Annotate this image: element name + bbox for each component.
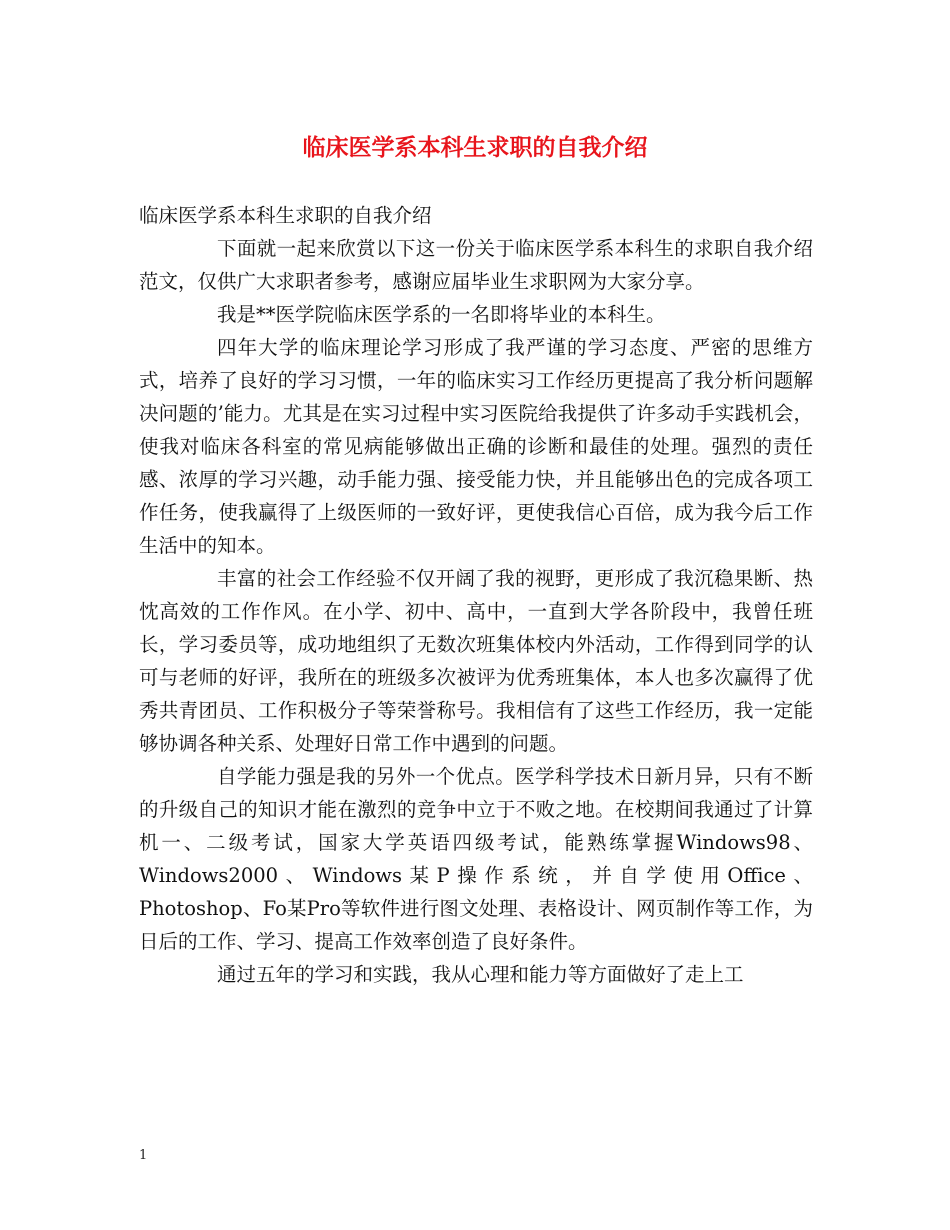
page-number: 1 [139,1148,148,1163]
document-subtitle: 临床医学系本科生求职的自我介绍 [139,204,432,227]
paragraph-self-learning: 自学能力强是我的另外一个优点。医学科学技术日新月异，只有不断的升级自己的知识才能在激烈的竞争中立于不败之地。在校期间我通过了计算机一、二级考试，国家大学英语四级考试，能熟练掌握Windows98、Windows2000、Windows某P操作系统，并自学使用Office、Photoshop、Fo某Pro等软件进行图文处理、表格设计、网页制作等工作，为日后的工作、学习、提高工作效率创造了良好条件。 [139,765,813,953]
paragraph-intro: 下面就一起来欣赏以下这一份关于临床医学系本科生的求职自我介绍范文，仅供广大求职者参考，感谢应届毕业生求职网为大家分享。 [139,237,813,293]
paragraph-identity: 我是**医学院临床医学系的一名即将毕业的本科生。 [217,303,666,326]
paragraph-practice: 通过五年的学习和实践，我从心理和能力等方面做好了走上工 [217,963,744,986]
document-title: 临床医学系本科生求职的自我介绍 [302,134,648,161]
paragraph-study: 四年大学的临床理论学习形成了我严谨的学习态度、严密的思维方式，培养了良好的学习习惯，一年的临床实习工作经历更提高了我分析问题解决问题的’能力。尤其是在实习过程中实习医院给我提供了许多动手实践机会，使我对临床各科室的常见病能够做出正确的诊断和最佳的处理。强烈的责任感、浓厚的学习兴趣，动手能力强、接受能力快，并且能够出色的完成各项工作任务，使我赢得了上级医师的一致好评，更使我信心百倍，成为我今后工作生活中的知本。 [139,336,813,557]
document-body [139,199,813,991]
paragraph-social-work: 丰富的社会工作经验不仅开阔了我的视野，更形成了我沉稳果断、热忱高效的工作作风。在小学、初中、高中，一直到大学各阶段中，我曾任班长，学习委员等，成功地组织了无数次班集体校内外活动，工作得到同学的认可与老师的好评，我所在的班级多次被评为优秀班集体，本人也多次赢得了优秀共青团员、工作积极分子等荣誉称号。我相信有了这些工作经历，我一定能够协调各种关系、处理好日常工作中遇到的问题。 [139,567,813,755]
